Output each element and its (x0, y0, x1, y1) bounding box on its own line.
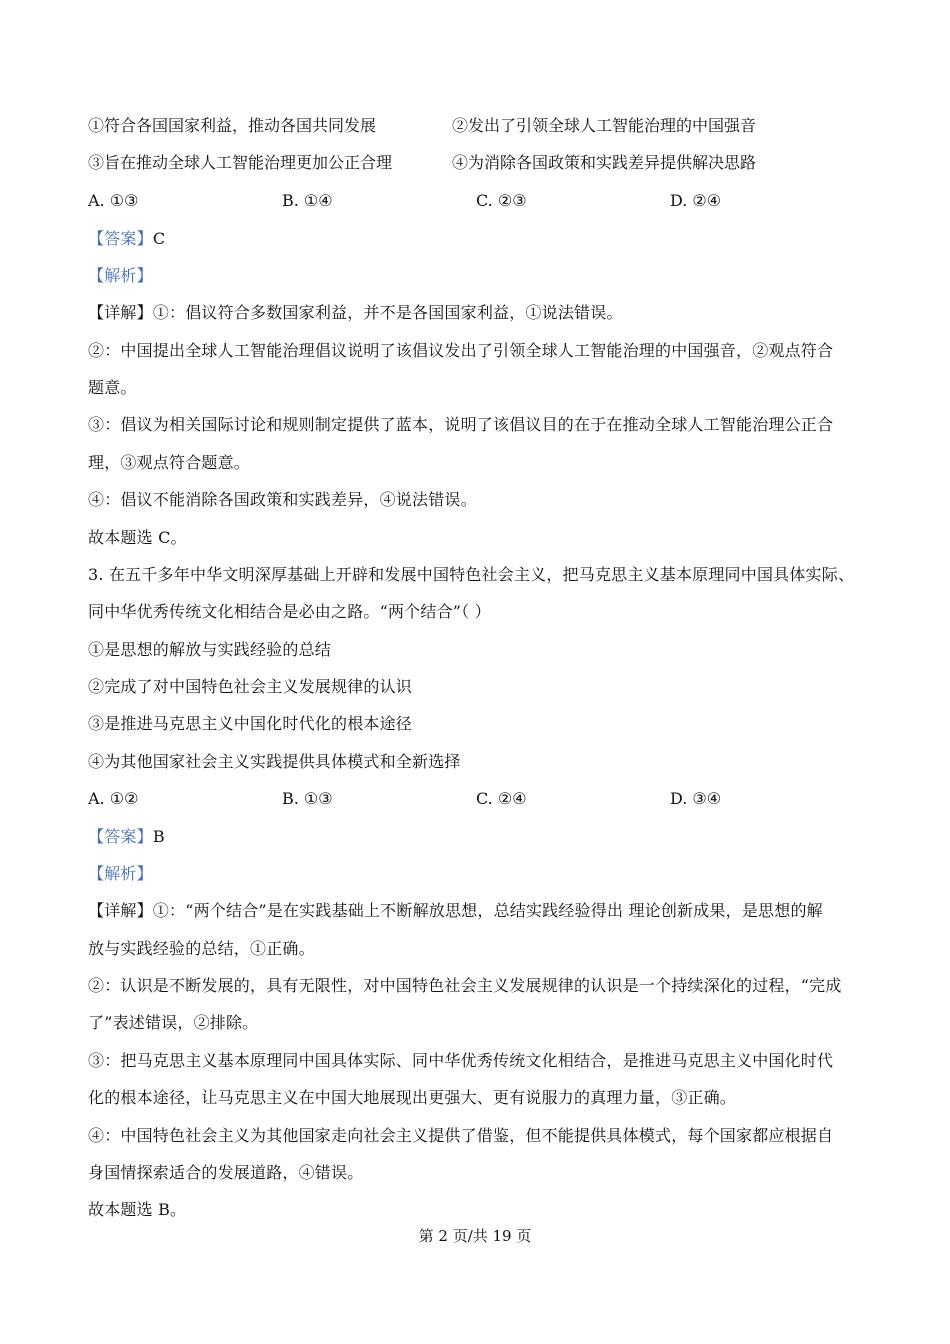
q2-explanation-3: 题意。 (88, 378, 137, 397)
q3-explanation-1: 【详解】①：“两个结合”是在实践基础上不断解放思想，总结实践经验得出 理论创新成果，是思想的解 (88, 901, 823, 920)
q2-explanation-5: 理，③观点符合题意。 (88, 453, 251, 472)
q2-option-d: D. ②④ (670, 191, 722, 210)
q2-answer: C (152, 229, 166, 248)
q2-statement-4: ④为消除各国政策和实践差异提供解决思路 (452, 153, 757, 172)
q3-statement-3: ③是推进马克思主义中国化时代化的根本途径 (88, 714, 413, 733)
q3-conclusion: 故本题选 B。 (88, 1200, 187, 1219)
q2-statement-1: ①符合各国国家利益，推动各国共同发展 (88, 116, 377, 135)
q3-explanation-8: 身国情探索适合的发展道路，④错误。 (88, 1163, 364, 1182)
q2-explanation-2: ②：中国提出全球人工智能治理倡议说明了该倡议发出了引领全球人工智能治理的中国强音，②观点符合 (88, 341, 834, 360)
q2-option-b: B. ①④ (282, 191, 333, 210)
q2-statement-2: ②发出了引领全球人工智能治理的中国强音 (452, 116, 757, 135)
q3-option-c: C. ②④ (476, 789, 527, 808)
q2-option-c: C. ②③ (476, 191, 527, 210)
q3-option-b: B. ①③ (282, 789, 333, 808)
q2-conclusion: 故本题选 C。 (88, 528, 187, 547)
q3-explanation-2: 放与实践经验的总结，①正确。 (88, 939, 315, 958)
q3-statement-2: ②完成了对中国特色社会主义发展规律的认识 (88, 677, 413, 696)
q3-stem-1: 3. 在五千多年中华文明深厚基础上开辟和发展中国特色社会主义，把马克思主义基本原理同中国具体实际、 (88, 565, 855, 584)
detail-tag: 【详解】 (88, 901, 153, 920)
q2-explanation-6: ④：倡议不能消除各国政策和实践差异，④说法错误。 (88, 490, 477, 509)
q3-explanation-4: 了”表述错误，②排除。 (88, 1013, 259, 1032)
q2-explanation-1: 【详解】①：倡议符合多数国家利益，并不是各国国家利益，①说法错误。 (88, 303, 623, 322)
detail-tag: 【详解】 (88, 303, 153, 322)
q3-statement-1: ①是思想的解放与实践经验的总结 (88, 640, 332, 659)
q2-answer-line (88, 229, 165, 249)
q3-analysis-tag: 【解析】 (88, 864, 153, 883)
q3-explanation-6: 化的根本途径，让马克思主义在中国大地展现出更强大、更有说服力的真理力量，③正确。 (88, 1088, 737, 1107)
q3-option-a: A. ①② (88, 789, 139, 808)
q2-statement-3: ③旨在推动全球人工智能治理更加公正合理 (88, 153, 393, 172)
q3-explanation-3: ②：认识是不断发展的，具有无限性，对中国特色社会主义发展规律的认识是一个持续深化的过程，“完成 (88, 976, 842, 995)
q3-answer-line (88, 827, 165, 847)
q2-analysis-tag: 【解析】 (88, 266, 153, 285)
q3-answer: B (152, 827, 165, 846)
q3-option-d: D. ③④ (670, 789, 722, 808)
answer-tag: 【答案】 (88, 229, 153, 248)
q3-statement-4: ④为其他国家社会主义实践提供具体模式和全新选择 (88, 752, 461, 771)
q3-explanation-5: ③：把马克思主义基本原理同中国具体实际、同中华优秀传统文化相结合，是推进马克思主义中国化时代 (88, 1051, 834, 1070)
q2-explanation-4: ③：倡议为相关国际讨论和规则制定提供了蓝本，说明了该倡议目的在于在推动全球人工智能治理公正合 (88, 415, 834, 434)
q2-option-a: A. ①③ (88, 191, 139, 210)
page-number: 第 2 页/共 19 页 (418, 1227, 532, 1245)
q3-explanation-7: ④：中国特色社会主义为其他国家走向社会主义提供了借鉴，但不能提供具体模式，每个国家都应根据自 (88, 1126, 834, 1145)
q3-stem-2: 同中华优秀传统文化相结合是必由之路。“两个结合”（ ） (88, 602, 491, 621)
answer-tag: 【答案】 (88, 827, 153, 846)
